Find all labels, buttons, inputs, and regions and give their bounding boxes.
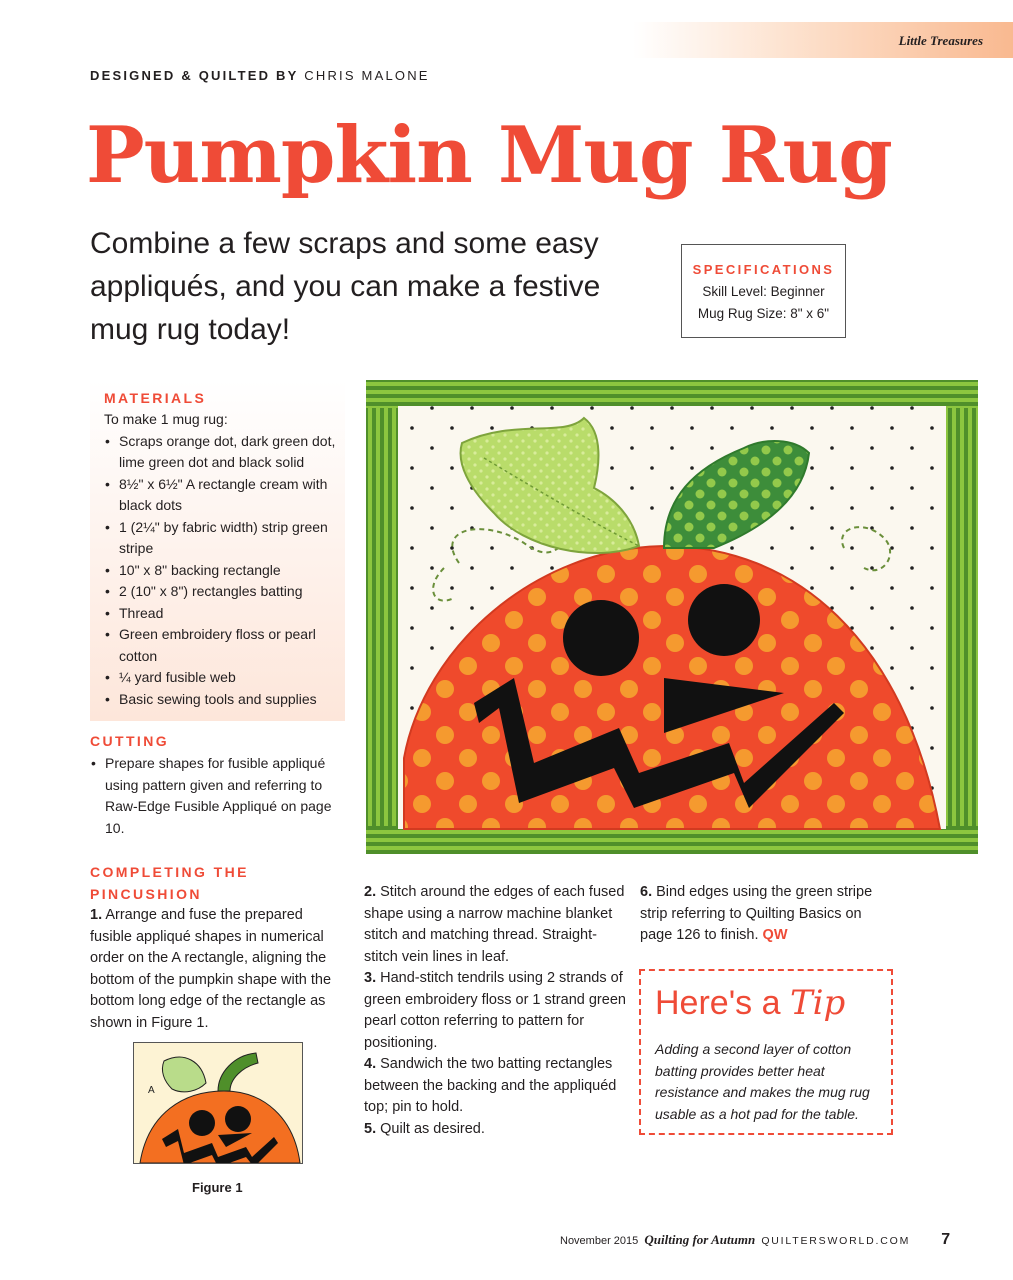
step-number: 6. <box>640 884 653 900</box>
list-item: • Basic sewing tools and supplies <box>104 689 336 711</box>
step-1 <box>90 905 348 1034</box>
step-number: 3. <box>364 970 377 986</box>
binding-bottom <box>366 826 978 854</box>
figure-left-eye <box>189 1110 215 1136</box>
step-4 <box>364 1054 626 1119</box>
materials-intro: To make 1 mug rug: <box>104 411 228 427</box>
step-text: Arrange and fuse the prepared fusible appliqué shapes in numerical order on the A rectangle, aligning the bottom of the pumpkin shape with the bottom long edge of the rectangle as shown in Figure 1. <box>90 907 332 1031</box>
list-item: • 2 (10" x 8") rectangles batting <box>104 581 336 603</box>
figure-label: A <box>148 1085 155 1096</box>
figure-1 <box>133 1042 303 1164</box>
step-text: Bind edges using the green stripe strip referring to Quilting Basics on page 126 to finish. <box>640 884 873 943</box>
skill-level: Skill Level: Beginner <box>702 284 825 299</box>
page-footer <box>560 1231 951 1249</box>
tip-text: Adding a second layer of cotton batting provides better heat resistance and makes the mug rug usable as a hot pad for the table. <box>655 1041 870 1122</box>
figure-lime-leaf <box>162 1057 206 1092</box>
mug-rug-size: Mug Rug Size: 8" x 6" <box>697 306 830 321</box>
step-number: 5. <box>364 1120 377 1137</box>
cutting-heading: CUTTING <box>90 733 170 749</box>
figure-1-drawing <box>134 1043 302 1163</box>
step-number: 2. <box>364 884 377 900</box>
tip-heading-script: Tip <box>790 983 846 1023</box>
byline-prefix: DESIGNED & QUILTED BY <box>90 68 299 83</box>
cutting-section <box>90 733 340 839</box>
step-text: Stitch around the edges of each fused shape using a narrow machine blanket stitch and matching thread. Straight-stitch vein lines in leaf. <box>364 884 625 965</box>
step-number: 1. <box>90 907 103 923</box>
intro-text: Combine a few scraps and some easy appliqués, and you can make a festive mug rug today! <box>90 227 601 346</box>
list-item: • Scraps orange dot, dark green dot, lime green dot and black solid <box>104 431 336 474</box>
list-item: • Green embroidery floss or pearl cotton <box>104 624 336 667</box>
right-eye <box>688 584 760 656</box>
footer-magazine: Quilting for Autumn <box>644 1232 756 1247</box>
materials-heading: MATERIALS <box>104 390 207 406</box>
byline-name: CHRIS MALONE <box>304 68 430 83</box>
footer-date: November 2015 <box>560 1235 639 1247</box>
completing-section <box>90 861 348 1034</box>
list-item: • ¼ yard fusible web <box>104 667 336 689</box>
byline <box>90 68 430 83</box>
figure-stem <box>218 1053 258 1091</box>
end-mark: QW <box>762 927 788 943</box>
step-2 <box>364 882 626 968</box>
figure-caption: Figure 1 <box>192 1180 243 1195</box>
figure-right-eye <box>225 1106 251 1132</box>
running-head <box>633 22 1013 58</box>
specifications-box <box>681 244 846 338</box>
tip-heading-plain: Here's a <box>655 984 781 1022</box>
steps-column-3 <box>640 882 890 947</box>
page-number: 7 <box>941 1231 951 1248</box>
footer-site: QUILTERSWORLD.COM <box>761 1235 911 1247</box>
step-5 <box>364 1119 626 1141</box>
list-item: • 8½" x 6½" A rectangle cream with black dots <box>104 474 336 517</box>
list-item: • 10" x 8" backing rectangle <box>104 560 336 582</box>
step-text: Quilt as desired. <box>380 1120 485 1137</box>
materials-list <box>104 431 336 711</box>
figure-pumpkin <box>140 1091 300 1163</box>
step-number: 4. <box>364 1056 377 1072</box>
steps-column-2 <box>364 882 626 1140</box>
list-item: • Thread <box>104 603 336 625</box>
specifications-heading: SPECIFICATIONS <box>692 262 835 277</box>
step-text: Sandwich the two batting rectangles between the backing and the appliquéd top; pin to hold. <box>364 1056 617 1115</box>
cutting-list <box>90 753 340 839</box>
page-title: Pumpkin Mug Rug <box>86 110 892 201</box>
step-text: Hand-stitch tendrils using 2 strands of green embroidery floss or 1 strand green pearl cotton referring to pattern for positioning. <box>364 970 626 1051</box>
step-6 <box>640 882 890 947</box>
tip-box <box>639 969 893 1135</box>
mug-rug-photo <box>364 378 980 856</box>
materials-box <box>90 380 345 721</box>
completing-heading: COMPLETING THE PINCUSHION <box>90 864 249 902</box>
list-item: • Prepare shapes for fusible appliqué using pattern given and referring to Raw-Edge Fusible Appliqué on page 10. <box>90 753 340 839</box>
left-eye <box>563 600 639 676</box>
running-head-text: Little Treasures <box>898 33 983 48</box>
step-3 <box>364 968 626 1054</box>
list-item: • 1 (2¼" by fabric width) strip green stripe <box>104 517 336 560</box>
tip-heading <box>655 983 877 1023</box>
binding-top <box>366 380 978 408</box>
